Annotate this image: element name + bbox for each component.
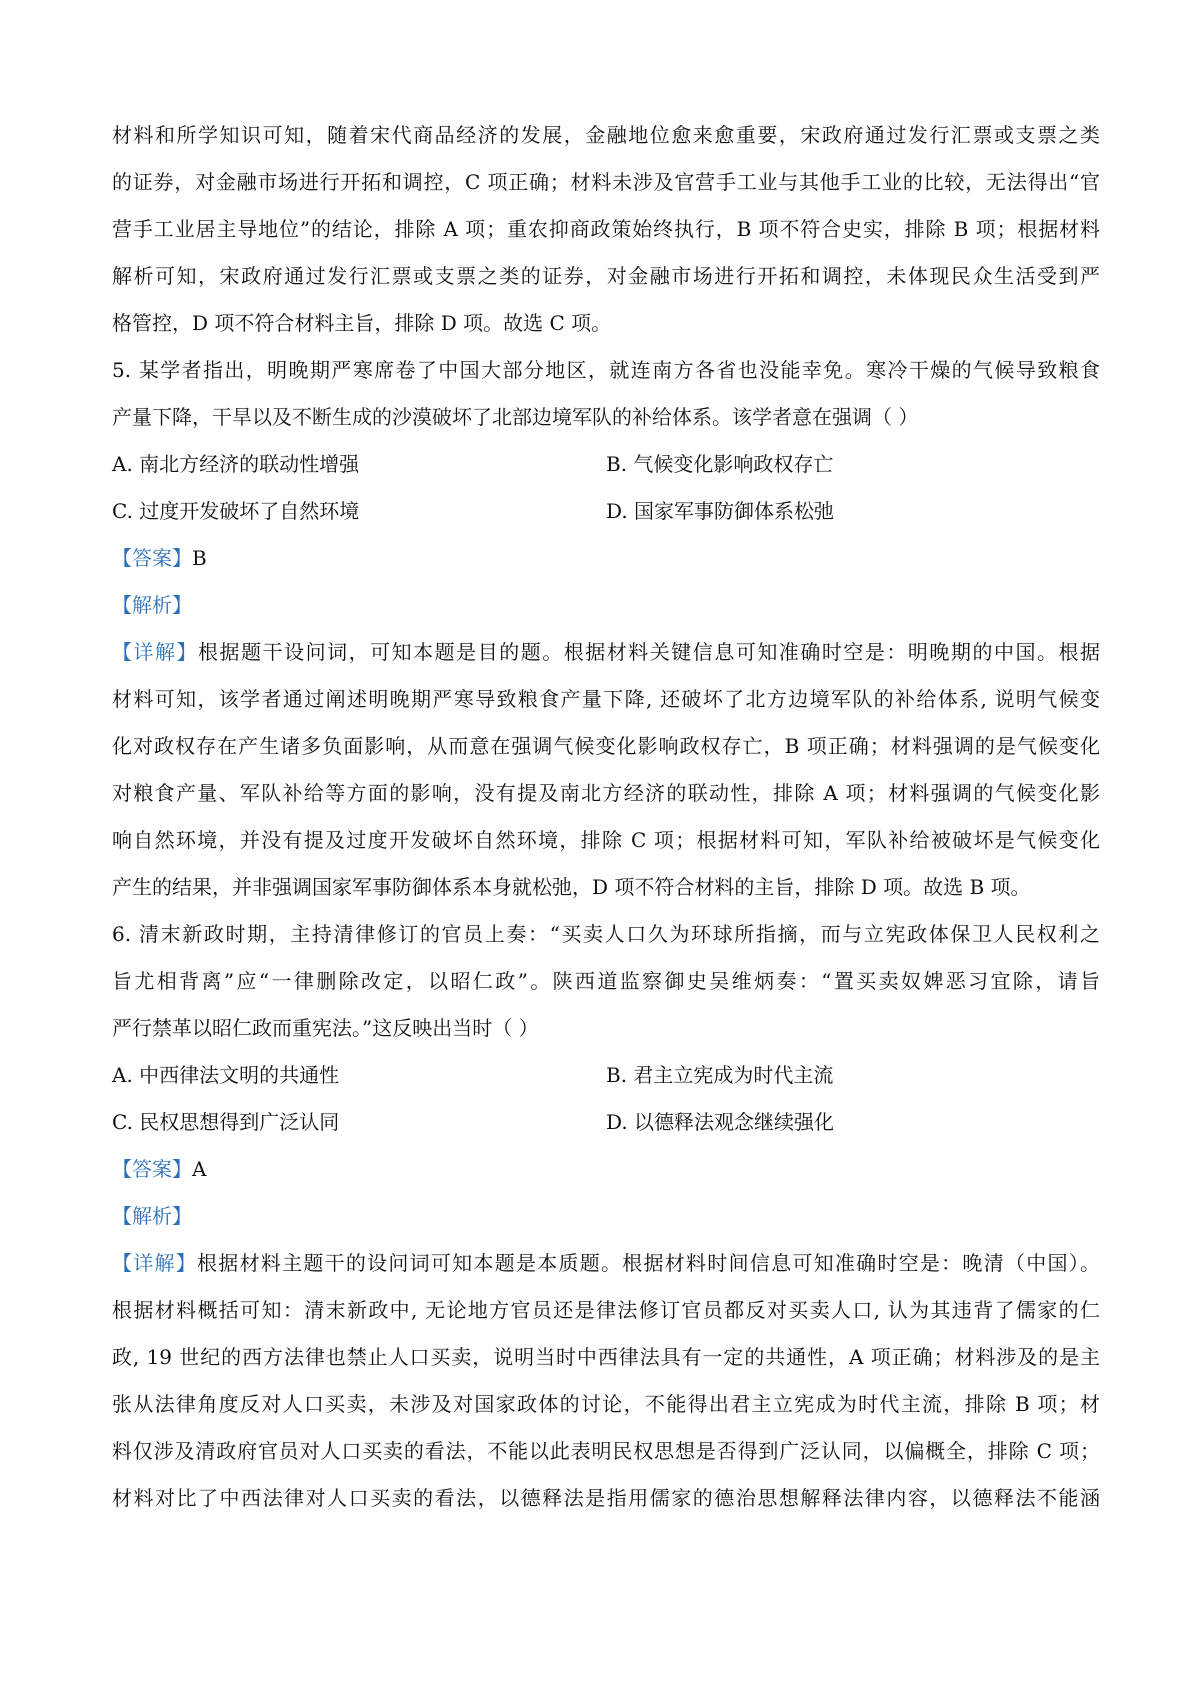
detail-text: 根据题干设问词，可知本题是目的题。根据材料关键信息可知准确时空是：明晚期的中国。根据 xyxy=(198,640,1100,664)
option-d: D. 以德释法观念继续强化 xyxy=(606,1110,835,1134)
option-b: B. 君主立宪成为时代主流 xyxy=(606,1063,834,1087)
text-line: 解析可知，宋政府通过发行汇票或支票之类的证券，对金融市场进行开拓和调控，未体现民众生活受到严 xyxy=(112,264,1100,288)
text-line: 格管控，D 项不符合材料主旨，排除 D 项。故选 C 项。 xyxy=(112,311,612,335)
option-d: D. 国家军事防御体系松弛 xyxy=(606,499,835,523)
question-stem-line: 严行禁革以昭仁政而重宪法。”这反映出当时（ ） xyxy=(112,1016,539,1040)
analysis-tag: 【解析】 xyxy=(112,1204,192,1228)
text-line: 的证券，对金融市场进行开拓和调控，C 项正确；材料未涉及官营手工业与其他手工业的比较，无法得出“官 xyxy=(112,170,1100,194)
detail-line: 对粮食产量、军队补给等方面的影响，没有提及南北方经济的联动性，排除 A 项；材料强调的气候变化影 xyxy=(112,781,1100,805)
text-line: 材料和所学知识可知，随着宋代商品经济的发展，金融地位愈来愈重要，宋政府通过发行汇票或支票之类 xyxy=(112,123,1100,147)
q4-analysis xyxy=(112,112,1100,347)
answer-line xyxy=(112,1146,1100,1193)
detail-tag: 【详解】 xyxy=(112,1251,198,1275)
detail-line: 材料对比了中西法律对人口买卖的看法，以德释法是指用儒家的德治思想解释法律内容，以德释法不能涵 xyxy=(112,1486,1100,1510)
answer-tag: 【答案】 xyxy=(112,1157,192,1181)
detail-line: 根据材料概括可知：清末新政中, 无论地方官员还是律法修订官员都反对买卖人口, 认为其违背了儒家的仁 xyxy=(112,1298,1100,1322)
analysis-tag: 【解析】 xyxy=(112,593,192,617)
question-stem-line: 5. 某学者指出，明晚期严寒席卷了中国大部分地区，就连南方各省也没能幸免。寒冷干燥的气候导致粮食 xyxy=(112,358,1100,382)
document-page xyxy=(112,112,1100,1522)
option-a: A. 南北方经济的联动性增强 xyxy=(112,452,360,476)
analysis-heading xyxy=(112,582,1100,629)
detail-text: 根据材料主题干的设问词可知本题是本质题。根据材料时间信息可知准确时空是：晚清（中国）。 xyxy=(197,1251,1100,1275)
options-row xyxy=(112,488,1100,535)
detail-line: 材料可知，该学者通过阐述明晚期严寒导致粮食产量下降, 还破坏了北方边境军队的补给体系, 说明气候变 xyxy=(112,687,1100,711)
question-6 xyxy=(112,911,1100,1522)
option-a: A. 中西律法文明的共通性 xyxy=(112,1063,340,1087)
detail-line: 料仅涉及清政府官员对人口买卖的看法，不能以此表明民权思想是否得到广泛认同，以偏概全，排除 C 项； xyxy=(112,1439,1100,1463)
text-line: 营手工业居主导地位”的结论，排除 A 项；重农抑商政策始终执行，B 项不符合史实，排除 B 项；根据材料 xyxy=(112,217,1100,241)
question-stem-line: 旨尤相背离”应“一律删除改定，以昭仁政”。陕西道监察御史吴维炳奏：“置买卖奴婢恶习宜除，请旨 xyxy=(112,969,1100,993)
detail-line: 化对政权存在产生诸多负面影响，从而意在强调气候变化影响政权存亡，B 项正确；材料强调的是气候变化 xyxy=(112,734,1100,758)
option-c: C. 民权思想得到广泛认同 xyxy=(112,1110,340,1134)
detail-line xyxy=(112,1240,1100,1287)
detail-tag: 【详解】 xyxy=(112,640,199,664)
question-stem-line: 产量下降，干旱以及不断生成的沙漠破坏了北部边境军队的补给体系。该学者意在强调（ ） xyxy=(112,405,919,429)
options-row xyxy=(112,1052,1100,1099)
answer-value: A xyxy=(192,1157,207,1181)
detail-line xyxy=(112,629,1100,676)
options-row xyxy=(112,1099,1100,1146)
detail-line: 产生的结果，并非强调国家军事防御体系本身就松弛，D 项不符合材料的主旨，排除 D 项。故选 B 项。 xyxy=(112,875,1031,899)
options-row xyxy=(112,441,1100,488)
option-c: C. 过度开发破坏了自然环境 xyxy=(112,499,360,523)
detail-line: 张从法律角度反对人口买卖，未涉及对国家政体的讨论，不能得出君主立宪成为时代主流，排除 B 项；材 xyxy=(112,1392,1100,1416)
detail-line: 响自然环境，并没有提及过度开发破坏自然环境，排除 C 项；根据材料可知，军队补给被破坏是气候变化 xyxy=(112,828,1100,852)
answer-tag: 【答案】 xyxy=(112,546,192,570)
question-5 xyxy=(112,347,1100,911)
option-b: B. 气候变化影响政权存亡 xyxy=(606,452,834,476)
answer-line xyxy=(112,535,1100,582)
detail-line: 政, 19 世纪的西方法律也禁止人口买卖，说明当时中西律法具有一定的共通性，A 项正确；材料涉及的是主 xyxy=(112,1345,1100,1369)
analysis-heading xyxy=(112,1193,1100,1240)
answer-value: B xyxy=(192,546,207,570)
question-stem-line: 6. 清末新政时期，主持清律修订的官员上奏：“买卖人口久为环球所指摘，而与立宪政体保卫人民权利之 xyxy=(112,922,1100,946)
